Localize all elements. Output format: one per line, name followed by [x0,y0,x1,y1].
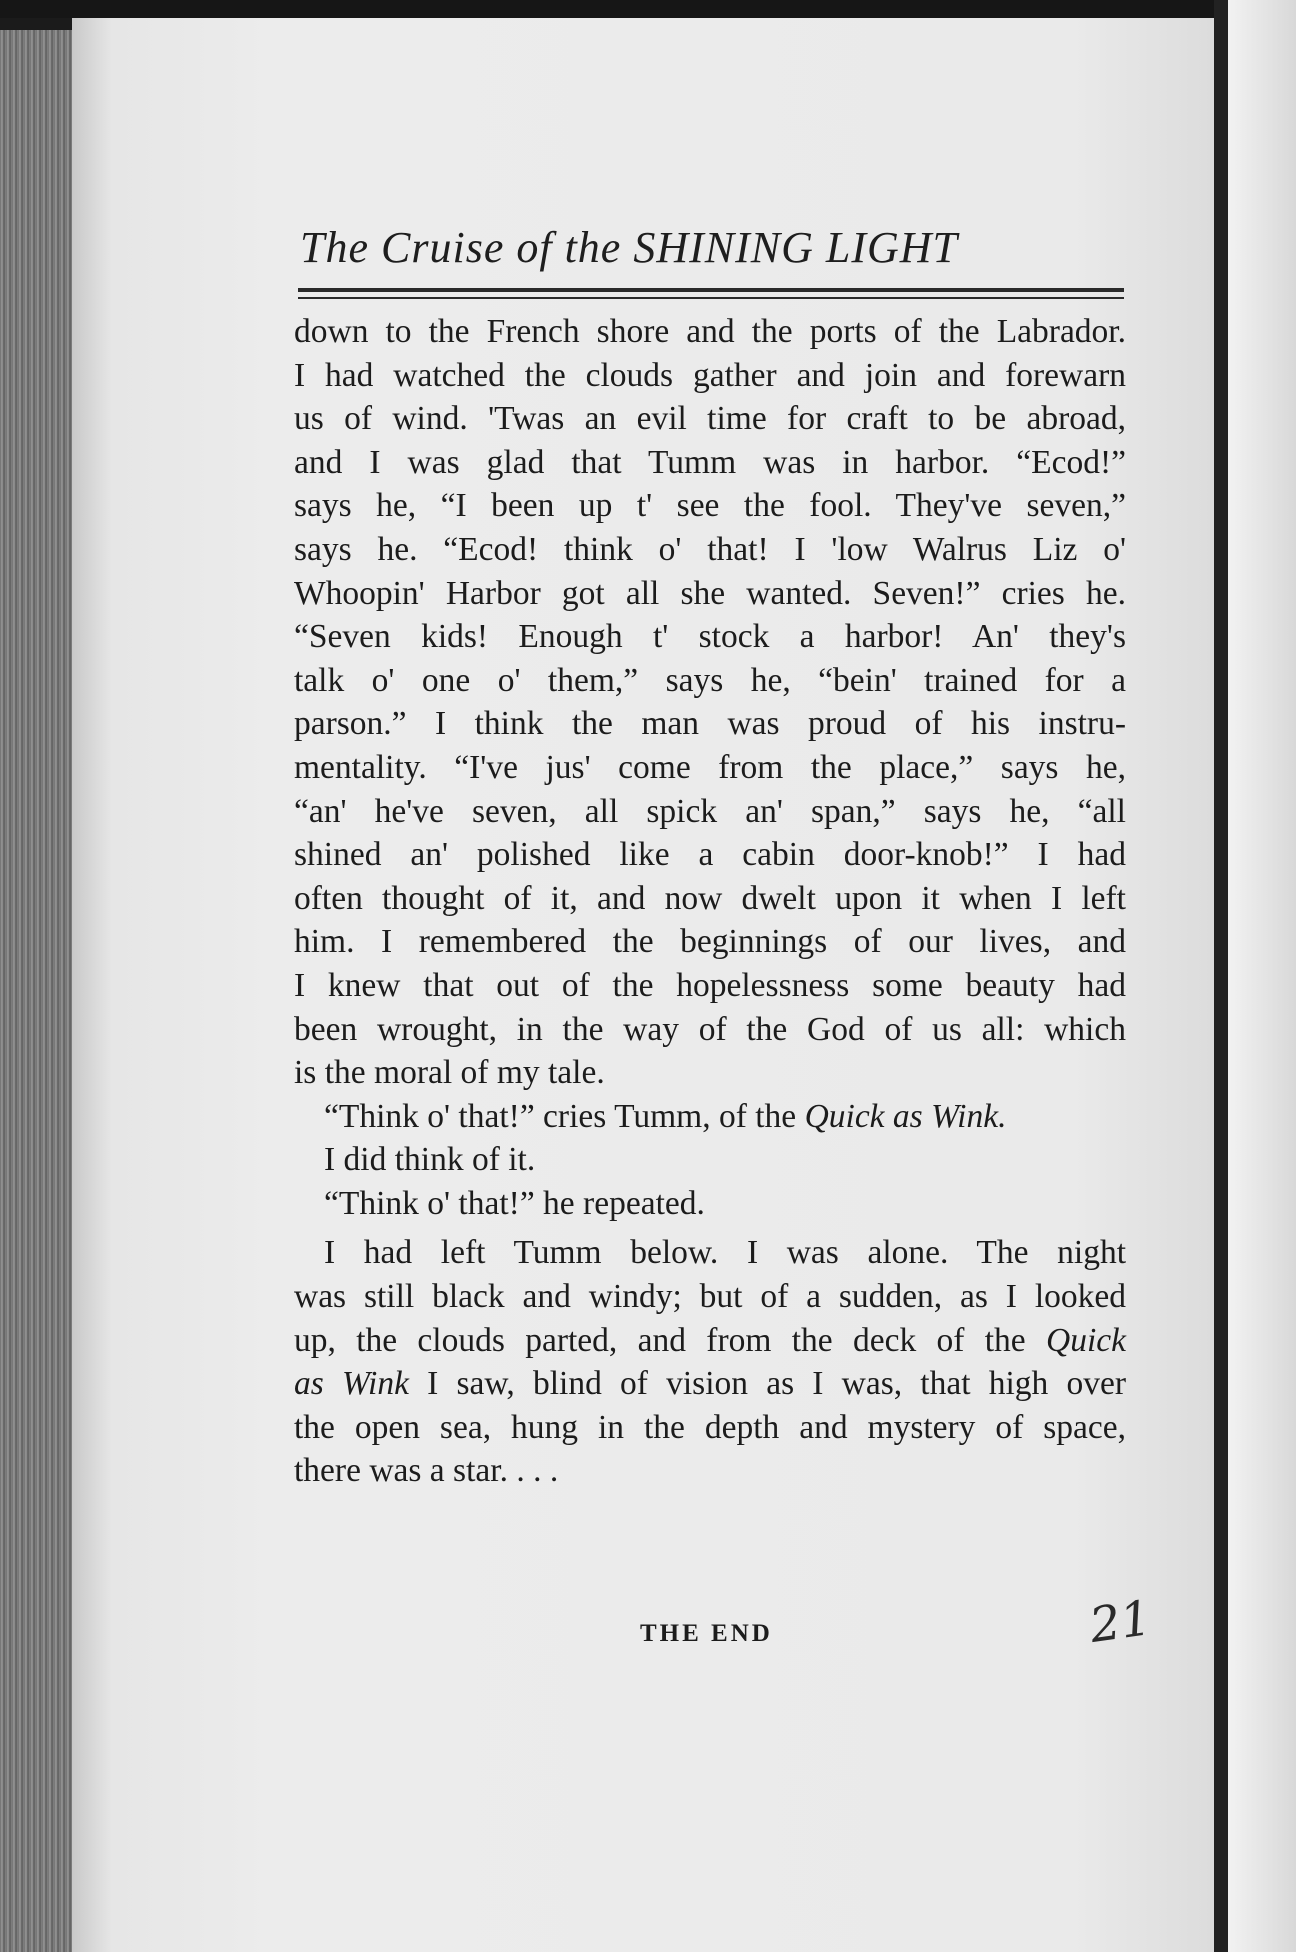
body-line: shined an' polished like a cabin door-knob!” I had [294,836,1126,874]
the-end-label: THE END [640,1620,773,1647]
final-paragraph-line-1: I had left Tumm below. I was alone. The night [324,1234,1126,1272]
final-paragraph-line-4 [294,1362,1126,1406]
final-paragraph-line-6: there was a star. . . . [294,1452,559,1490]
final-paragraph-line-3-text: up, the clouds parted, and from the deck of the [294,1321,1046,1359]
adjacent-page-edge [1228,0,1296,1952]
body-line: Whoopin' Harbor got all she wanted. Seven!” cries he. [294,574,1126,612]
book-page-stack [0,30,78,1952]
ship-name-italic-3: as Wink [294,1365,409,1403]
book-gutter [1214,0,1228,1952]
header-rule-thick [298,288,1124,292]
body-line: parson.” I think the man was proud of his instru- [294,705,1126,743]
body-line: says he. “Ecod! think o' that! I 'low Walrus Liz o' [294,530,1126,568]
header-rule-thin [298,297,1124,299]
body-line: I had watched the clouds gather and join and forewarn [294,356,1126,394]
body-line: talk o' one o' them,” says he, “bein' trained for a [294,661,1126,699]
body-line: him. I remembered the beginnings of our lives, and [294,923,1126,961]
body-line: down to the French shore and the ports of the Labrador. [294,313,1126,350]
main-paragraph [294,310,1126,1095]
dialogue-line-1-text: “Think o' that!” cries Tumm, of the [324,1097,805,1135]
body-line: mentality. “I've jus' come from the place,” says he, [294,748,1126,786]
final-paragraph-line-4-text: I saw, blind of vision as I was, that high over [408,1365,1126,1403]
body-line: and I was glad that Tumm was in harbor. “Ecod!” [294,443,1126,481]
body-text [294,310,1126,1493]
body-line: “an' he've seven, all spick an' span,” says he, “all [294,792,1126,830]
dialogue-line-1 [294,1095,1126,1139]
body-line: says he, “I been up t' see the fool. They've seven,” [294,487,1126,525]
final-paragraph-line-3 [294,1319,1126,1363]
dialogue-line-3: “Think o' that!” he repeated. [324,1184,705,1222]
ship-name-italic-2: Quick [1046,1321,1126,1359]
final-paragraph-line-2: was still black and windy; but of a sudden, as I looked [294,1278,1126,1316]
scan-top-border [0,0,1296,18]
body-line: often thought of it, and now dwelt upon it when I left [294,879,1126,917]
dialogue-line-2: I did think of it. [324,1141,536,1179]
ship-name-italic: Quick as Wink. [804,1097,1007,1135]
body-line: I knew that out of the hopelessness some beauty had [294,966,1126,1004]
handwritten-page-number: 21 [1086,1590,1155,1654]
running-head: The Cruise of the SHINING LIGHT [300,223,959,272]
body-line: is the moral of my tale. [294,1054,605,1092]
final-paragraph-line-5: the open sea, hung in the depth and mystery of space, [294,1408,1126,1446]
body-line: us of wind. 'Twas an evil time for craft to be abroad, [294,400,1126,438]
body-line: “Seven kids! Enough t' stock a harbor! An' they's [294,618,1126,656]
body-line: been wrought, in the way of the God of us all: which [294,1010,1126,1048]
